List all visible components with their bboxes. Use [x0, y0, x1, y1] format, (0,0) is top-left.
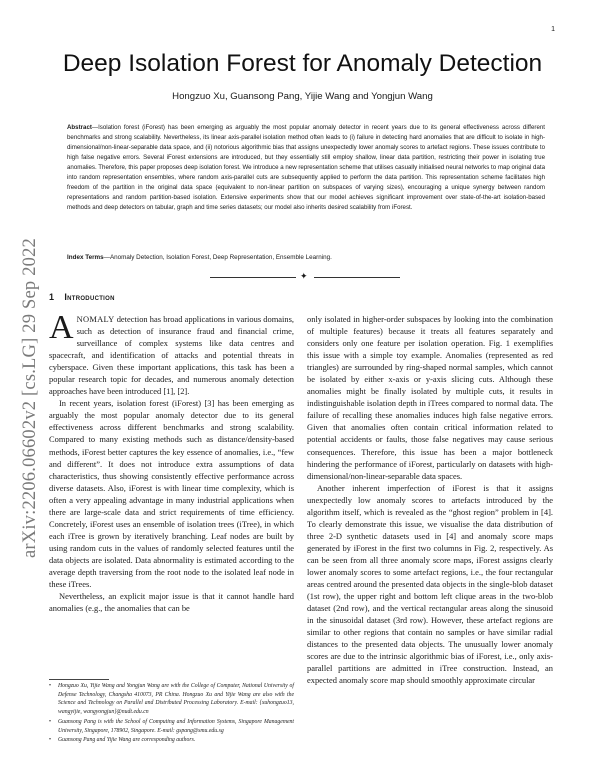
intro-paragraph-2: In recent years, isolation forest (iForest) [3] has been emerging as arguably the most popular anomaly detector due to its general effectiveness across different benchmarks and strong scalability. Compared to many existing methods such as distance/density-based methods, iForest better captures the key essence of anomalies, i.e., “few and different”. It does not introduce extra assumptions of data characteristics, thus showing consistently effective performance across diverse datasets. Also, iForest is with linear time complexity, which is often a very appealing advantage in many industrial applications when there are large-scale data and strict requirements of time efficiency. Concretely, iForest uses an ensemble of isolation trees (iTree), in which each iTree is grown by iteratively branching. Leaf nodes are built by using random cuts in the values of randomly selected features until the data objects are isolated. Data abnormality is estimated according to the average depth traversing from the root node to the isolated leaf node in these iTrees. [49, 398, 294, 590]
section-heading [49, 292, 115, 302]
divider-line-left [210, 277, 296, 278]
section-divider [210, 272, 400, 282]
intro-paragraph-5: Another inherent imperfection of iForest is that it assigns unexpectedly low anomaly scores to artefacts introduced by the algorithm itself, which is revealed as the “ghost region” problem in [4]. To clearly demonstrate this issue, we visualise the data distribution of three 2-D synthetic datasets used in [4] and anomaly score maps generated by iForest in the first two columns in Fig. 2, respectively. As can be seen from all three anomaly score maps, iForest assigns clearly lower anomaly scores to some artefact regions, i.e., the four rectangular areas centred around the presented data objects in the single-blob dataset (1st row), the upper right and bottom left clique areas in the two-blob dataset (2nd row), and the vertical rectangular areas along the sinusoid in the sinusoidal dataset (3rd row). However, these artefact regions are similar to other regions that contain no samples or have similar radial distances to the presented data objects. The unusually lower anomaly scores are due to the intrinsic algorithmic bias of iForest, i.e., only axis-parallel partitions are admitted in iTree construction. Instead, an expected anomaly score map should smoothly approximate circular [307, 482, 553, 686]
abstract-text: —Isolation forest (iForest) has been emerging as arguably the most popular anomaly detector in recent years due to its general effectiveness across different benchmarks and strong scalability. Nevertheless, its linear axis-parallel isolation method often leads to (i) failure in detecting hard anomalies that are difficult to isolate in high-dimensional/non-linear-separable data space, and (ii) notorious algorithmic bias that assigns unexpectedly lower anomaly scores to artefact regions. These issues contribute to high false negative errors. Several iForest extensions are introduced, but they essentially still employ shallow, linear data partition, restricting their power in isolating true anomalies. Therefore, this paper proposes deep isolation forest. We introduce a new representation scheme that utilises casually initialised neural networks to map original data into random representation ensembles, where random axis-parallel cuts are subsequently applied to perform the data partition. This representation scheme facilitates high freedom of the partition in the original data space (equivalent to non-linear partition on subspaces of varying sizes), encouraging a unique synergy between random representations and random partition-based isolation. Extensive experiments show that our model achieves significant improvement over state-of-the-art isolation-based methods and deep detectors on tabular, graph and time series datasets; our model also inherits desired scalability from iForest. [67, 124, 545, 212]
index-terms-text: —Anomaly Detection, Isolation Forest, Deep Representation, Ensemble Learning. [103, 254, 332, 261]
intro-paragraph-4: only isolated in higher-order subspaces by looking into the combination of multiple features) because it treats all features separately and considers only one feature per isolation operation. Fig. 1 exemplifies this issue with a simple toy example. Anomalies (represented as red triangles) are surrounded by ring-shaped normal samples, which cannot be isolated by either x-axis or y-axis slicing cuts. Although these anomalies might be finally isolated by multiple cuts, it results in indistinguishable isolation depth in iTrees compared to normal data. The failure of recalling these anomalies induces high false negative errors. Given that anomalies often contain critical information related to potential accidents or faults, those false negatives may cause serious consequences. Therefore, this issue has been a major bottleneck hindering the performance of iForest, particularly on datasets with high-dimensional/non-linear-separable data spaces. [307, 314, 553, 481]
intro-paragraph-1-text: detection has broad applications in various domains, such as detection of insurance fraud and financial crime, surveillance of complex systems like data centres and spacecraft, and identification of attacks and potential threats in cyberspace. Given these important applications, this task has been a popular research topic for decades, and numerous anomaly detection approaches have been introduced [1], [2]. [49, 314, 294, 397]
arxiv-identifier: arXiv:2206.06602v2 [cs.LG] 29 Sep 2022 [20, 237, 40, 558]
abstract-label: Abstract [67, 124, 92, 131]
author-list: Hongzuo Xu, Guansong Pang, Yijie Wang and Yongjun Wang [172, 91, 433, 102]
paper-title: Deep Isolation Forest for Anomaly Detection [62, 50, 543, 77]
footnote-text: Hongzuo Xu, Yijie Wang and Yongjun Wang are with the College of Computer, National University of Defense Technology, Changsha 410073, PR China. Hongzuo Xu and Yijie Wang are also with the Science and Technology on Parallel and Distributed Processing Laboratory. E-mail: {xuhongzuo13, wangyijie, wangyongjun}@nudt.edu.cn [58, 683, 294, 716]
abstract [67, 123, 545, 213]
bullet-icon: • [49, 683, 52, 689]
drop-cap: A [49, 309, 74, 346]
footnote-item [49, 718, 294, 735]
divider-diamond-icon: ✦ [300, 271, 308, 281]
index-terms-label: Index Terms [67, 254, 104, 261]
intro-paragraph-1 [49, 309, 294, 397]
section-number: 1 [49, 292, 55, 302]
footnotes [49, 682, 294, 746]
footnote-item [49, 682, 294, 717]
intro-paragraph-3: Nevertheless, an explicit major issue is that it cannot handle hard anomalies (e.g., the anomalies that can be [49, 591, 294, 614]
divider-line-right [314, 277, 400, 278]
footnote-item [49, 736, 294, 745]
footnote-rule [49, 679, 109, 680]
bullet-icon: • [49, 737, 52, 744]
index-terms [67, 254, 545, 261]
footnote-text: Guansong Pang is with the School of Computing and Information Systems, Singapore Management University, Singapore, 178902, Singapore. E-mail: gspang@smu.edu.sg [58, 718, 294, 734]
right-column [307, 313, 553, 686]
bullet-icon: • [49, 718, 52, 725]
section-title: Introduction [64, 292, 115, 302]
footnote-text: Guansong Pang and Yijie Wang are corresponding authors. [58, 737, 196, 744]
left-column [49, 309, 294, 614]
page-number: 1 [551, 26, 555, 33]
intro-lead-word: NOMALY [76, 314, 115, 324]
